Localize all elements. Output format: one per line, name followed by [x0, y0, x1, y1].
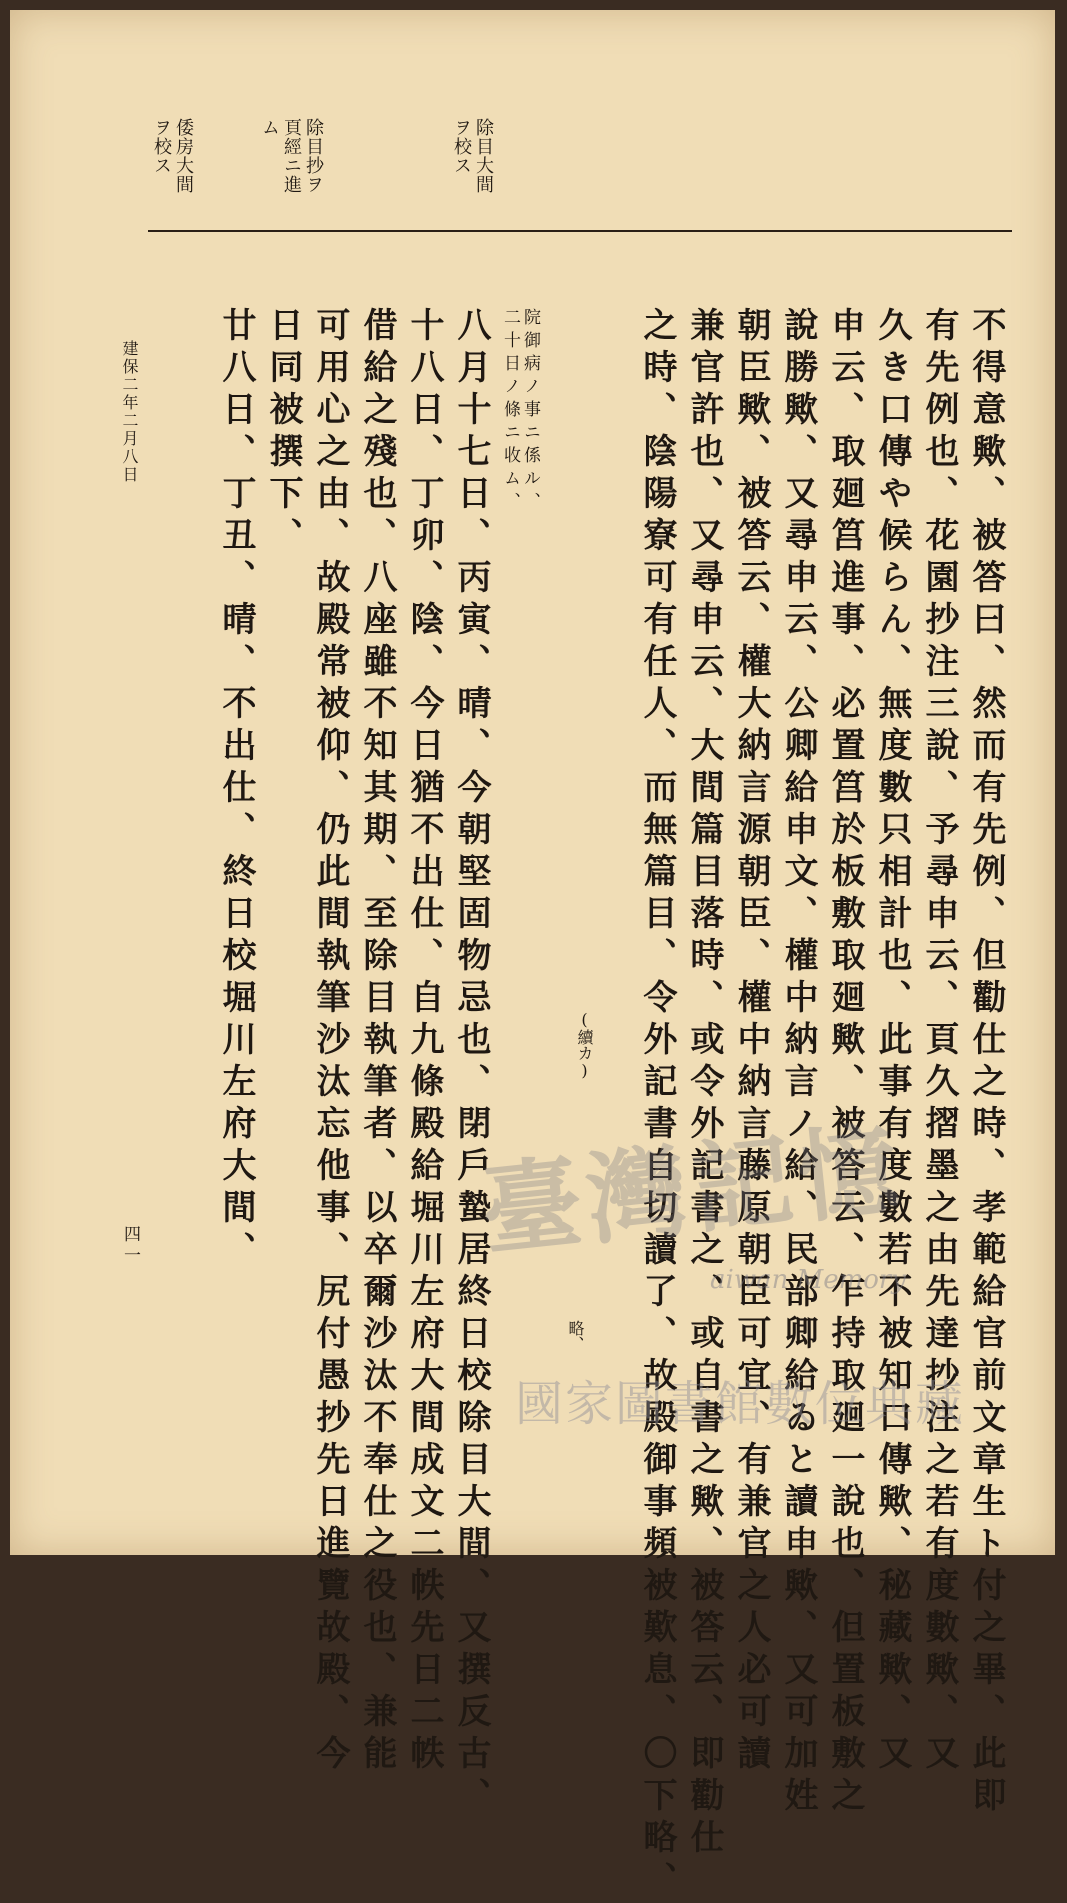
margin-note-2: 除目抄ヲ 頁經ニ進 ム: [259, 118, 324, 194]
inline-small-note: 院御病ノ事ニ係ル、 二十日ノ條ニ收ム、: [500, 308, 540, 515]
body-column-9: 八月十七日、丙寅、晴、今朝堅固物忌也、閉戶蟄居終日校除目大間、又撰反古、: [451, 307, 491, 1819]
body-column-14: 廿八日、丁丑、晴、不出仕、終日校堀川左府大間、: [216, 307, 256, 1273]
watermark-institution: 國家圖書館數位典藏: [515, 1376, 966, 1432]
body-column-2: 有先例也、花園抄注三說、予尋申云、頁久摺墨之由先達抄注之若有度數歟、又: [919, 307, 959, 1777]
body-column-12: 可用心之由、故殿常被仰、仍此間執筆沙汰忘他事、尻付愚抄先日進覽故殿、今: [310, 307, 350, 1777]
body-column-13: 日同被撰下、: [263, 307, 303, 559]
running-head: 建保二年二月八日: [120, 340, 139, 484]
body-column-8: 之時、陰陽寮可有任人、而無篇目、令外記書自切讀了、故殿御事頻被歎息、〇下略、: [637, 307, 677, 1903]
body-column-5: 說勝歟、又尋申云、公卿給申文、權中納言ノ給、民部卿給ゐと讀申歟、又可加姓: [778, 307, 818, 1819]
continuation-mark: (續カ): [575, 1010, 594, 1080]
omission-mark: 略、: [566, 1320, 585, 1352]
body-column-10: 十八日、丁卯、陰、今日猶不出仕、自九條殿給堀川左府大間成文二帙先日二帙: [404, 307, 444, 1777]
body-column-11: 借給之殘也、八座雖不知其期、至除目執筆者、以卒爾沙汰不奉仕之役也、兼能: [357, 307, 397, 1777]
body-column-7: 兼官許也、又尋申云、大間篇目落時、或令外記書之、或自書之歟、被答云、即勸仕: [684, 307, 724, 1861]
margin-note-1: 除目大間 ヲ校ス: [451, 118, 494, 194]
watermark-logo: 臺灣記憶: [475, 1109, 910, 1271]
body-column-1: 不得意歟、被答曰、然而有先例、但勸仕之時、孝範給官前文章生ト付之畢、此即: [966, 307, 1006, 1819]
page-number: 四一: [120, 1225, 140, 1267]
body-column-6: 朝臣歟、被答云、權大納言源朝臣、權中納言藤原朝臣可宜、有兼官之人必可讀: [731, 307, 771, 1777]
document-page: [10, 10, 1055, 1903]
header-rule: [148, 230, 1012, 232]
margin-note-3: 倭房大間 ヲ校ス: [151, 118, 194, 194]
body-column-4: 申云、取廻筥進事、必置筥於板敷取廻歟、被答云、乍持取廻一說也、但置板敷之: [825, 307, 865, 1819]
body-column-3: 久き口傳や候らん、無度數只相計也、此事有度數若不被知口傳歟、秘藏歟、又: [872, 307, 912, 1777]
watermark-english: aiwan Memory: [710, 1265, 907, 1295]
